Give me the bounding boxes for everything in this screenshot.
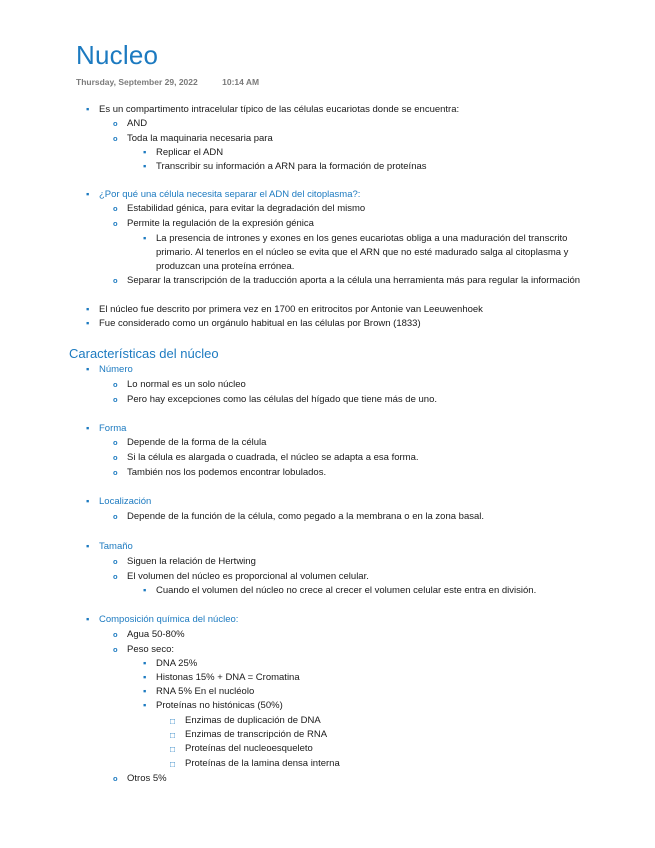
list-item: Enzimas de transcripción de RNA [185,729,328,740]
list-item: Tamaño [99,541,133,552]
list-item: Histonas 15% + DNA = Cromatina [156,672,300,683]
bullet-icon [170,728,175,743]
bullet-icon [113,217,118,231]
bullet-icon [143,657,146,671]
list-item: Toda la maquinaria necesaria para [127,133,273,144]
bullet-icon [113,436,118,450]
bullet-icon [86,422,89,436]
bullet-icon [170,742,175,757]
list-item: Agua 50-80% [127,629,185,640]
page-title: Nucleo [76,40,159,70]
list-item: También nos los podemos encontrar lobulados. [127,467,327,478]
list-item: Es un compartimento intracelular típico de las células eucariotas donde se encuentra: [99,104,460,115]
list-item: El núcleo fue descrito por primera vez en 1700 en eritrocitos por Antonie van Leeuwenhoek [99,304,483,315]
list-item: Replicar el ADN [156,147,224,158]
list-item: produzcan una proteína errónea. [156,261,295,272]
bullet-icon [143,160,146,174]
bullet-icon [143,671,146,685]
bullet-icon [143,146,146,160]
bullet-icon [143,584,146,598]
list-item: Permite la regulación de la expresión génica [127,218,314,229]
list-item: Depende de la forma de la célula [127,437,267,448]
page-date: Thursday, September 29, 2022 [76,77,198,87]
bullet-icon [86,303,89,317]
bullet-icon [86,495,89,509]
list-item: Estabilidad génica, para evitar la degradación del mismo [127,203,366,214]
list-item: primario. Al tenerlos en el núcleo se evita que el ARN que no esté madurado salga al citoplasma y [156,247,569,258]
bullet-icon [143,685,146,699]
bullet-icon [113,570,118,584]
list-item: Transcribir su información a ARN para la formación de proteínas [156,161,427,172]
bullet-icon [170,757,175,772]
bullet-icon [113,772,118,786]
bullet-icon [113,378,118,392]
bullet-icon [86,188,89,202]
bullet-icon [113,132,118,146]
bullet-icon [113,628,118,642]
list-item: Depende de la función de la célula, como pegado a la membrana o en la zona basal. [127,511,485,522]
list-item: Fue considerado como un orgánulo habitual en las células por Brown (1833) [99,318,421,329]
page-time: 10:14 AM [222,77,260,87]
list-item: DNA 25% [156,658,198,669]
bullet-icon [113,466,118,480]
list-item: Lo normal es un solo núcleo [127,379,246,390]
list-item: Separar la transcripción de la traducción aporta a la célula una herramienta más para regular la información [127,275,581,286]
bullet-icon [86,613,89,627]
list-item: Otros 5% [127,773,167,784]
bullet-icon [113,643,118,657]
list-item: Proteínas de la lamina densa interna [185,758,340,769]
section-heading: Características del núcleo [69,346,219,361]
list-item: Localización [99,496,152,507]
list-item: Siguen la relación de Hertwing [127,556,256,567]
bullet-icon [113,274,118,288]
list-item: Peso seco: [127,644,174,655]
list-item: Enzimas de duplicación de DNA [185,715,321,726]
list-item: Pero hay excepciones como las células del hígado que tiene más de uno. [127,394,438,405]
bullet-icon [113,451,118,465]
list-item: RNA 5% En el nucléolo [156,686,255,697]
bullet-icon [86,363,89,377]
list-item: Forma [99,423,127,434]
list-item: Número [99,364,133,375]
list-item: La presencia de intrones y exones en los genes eucariotas obliga a una maduración del transcrito [156,233,568,244]
list-item: Proteínas no histónicas (50%) [156,700,283,711]
bullet-icon [143,699,146,713]
list-item: Proteínas del nucleoesqueleto [185,743,313,754]
bullet-icon [113,393,118,407]
bullet-icon [86,103,89,117]
bullet-icon [113,555,118,569]
page-meta [76,77,259,87]
list-item: Si la célula es alargada o cuadrada, el núcleo se adapta a esa forma. [127,452,419,463]
list-item: ¿Por qué una célula necesita separar el ADN del citoplasma?: [99,189,361,200]
bullet-icon [143,232,146,246]
list-item: El volumen del núcleo es proporcional al volumen celular. [127,571,369,582]
list-item: AND [127,118,148,129]
bullet-icon [170,714,175,729]
bullet-icon [86,317,89,331]
list-item: Composición química del núcleo: [99,614,239,625]
bullet-icon [113,202,118,216]
list-item: Cuando el volumen del núcleo no crece al crecer el volumen celular este entra en división. [156,585,537,596]
bullet-icon [113,117,118,131]
bullet-icon [113,510,118,524]
bullet-icon [86,540,89,554]
